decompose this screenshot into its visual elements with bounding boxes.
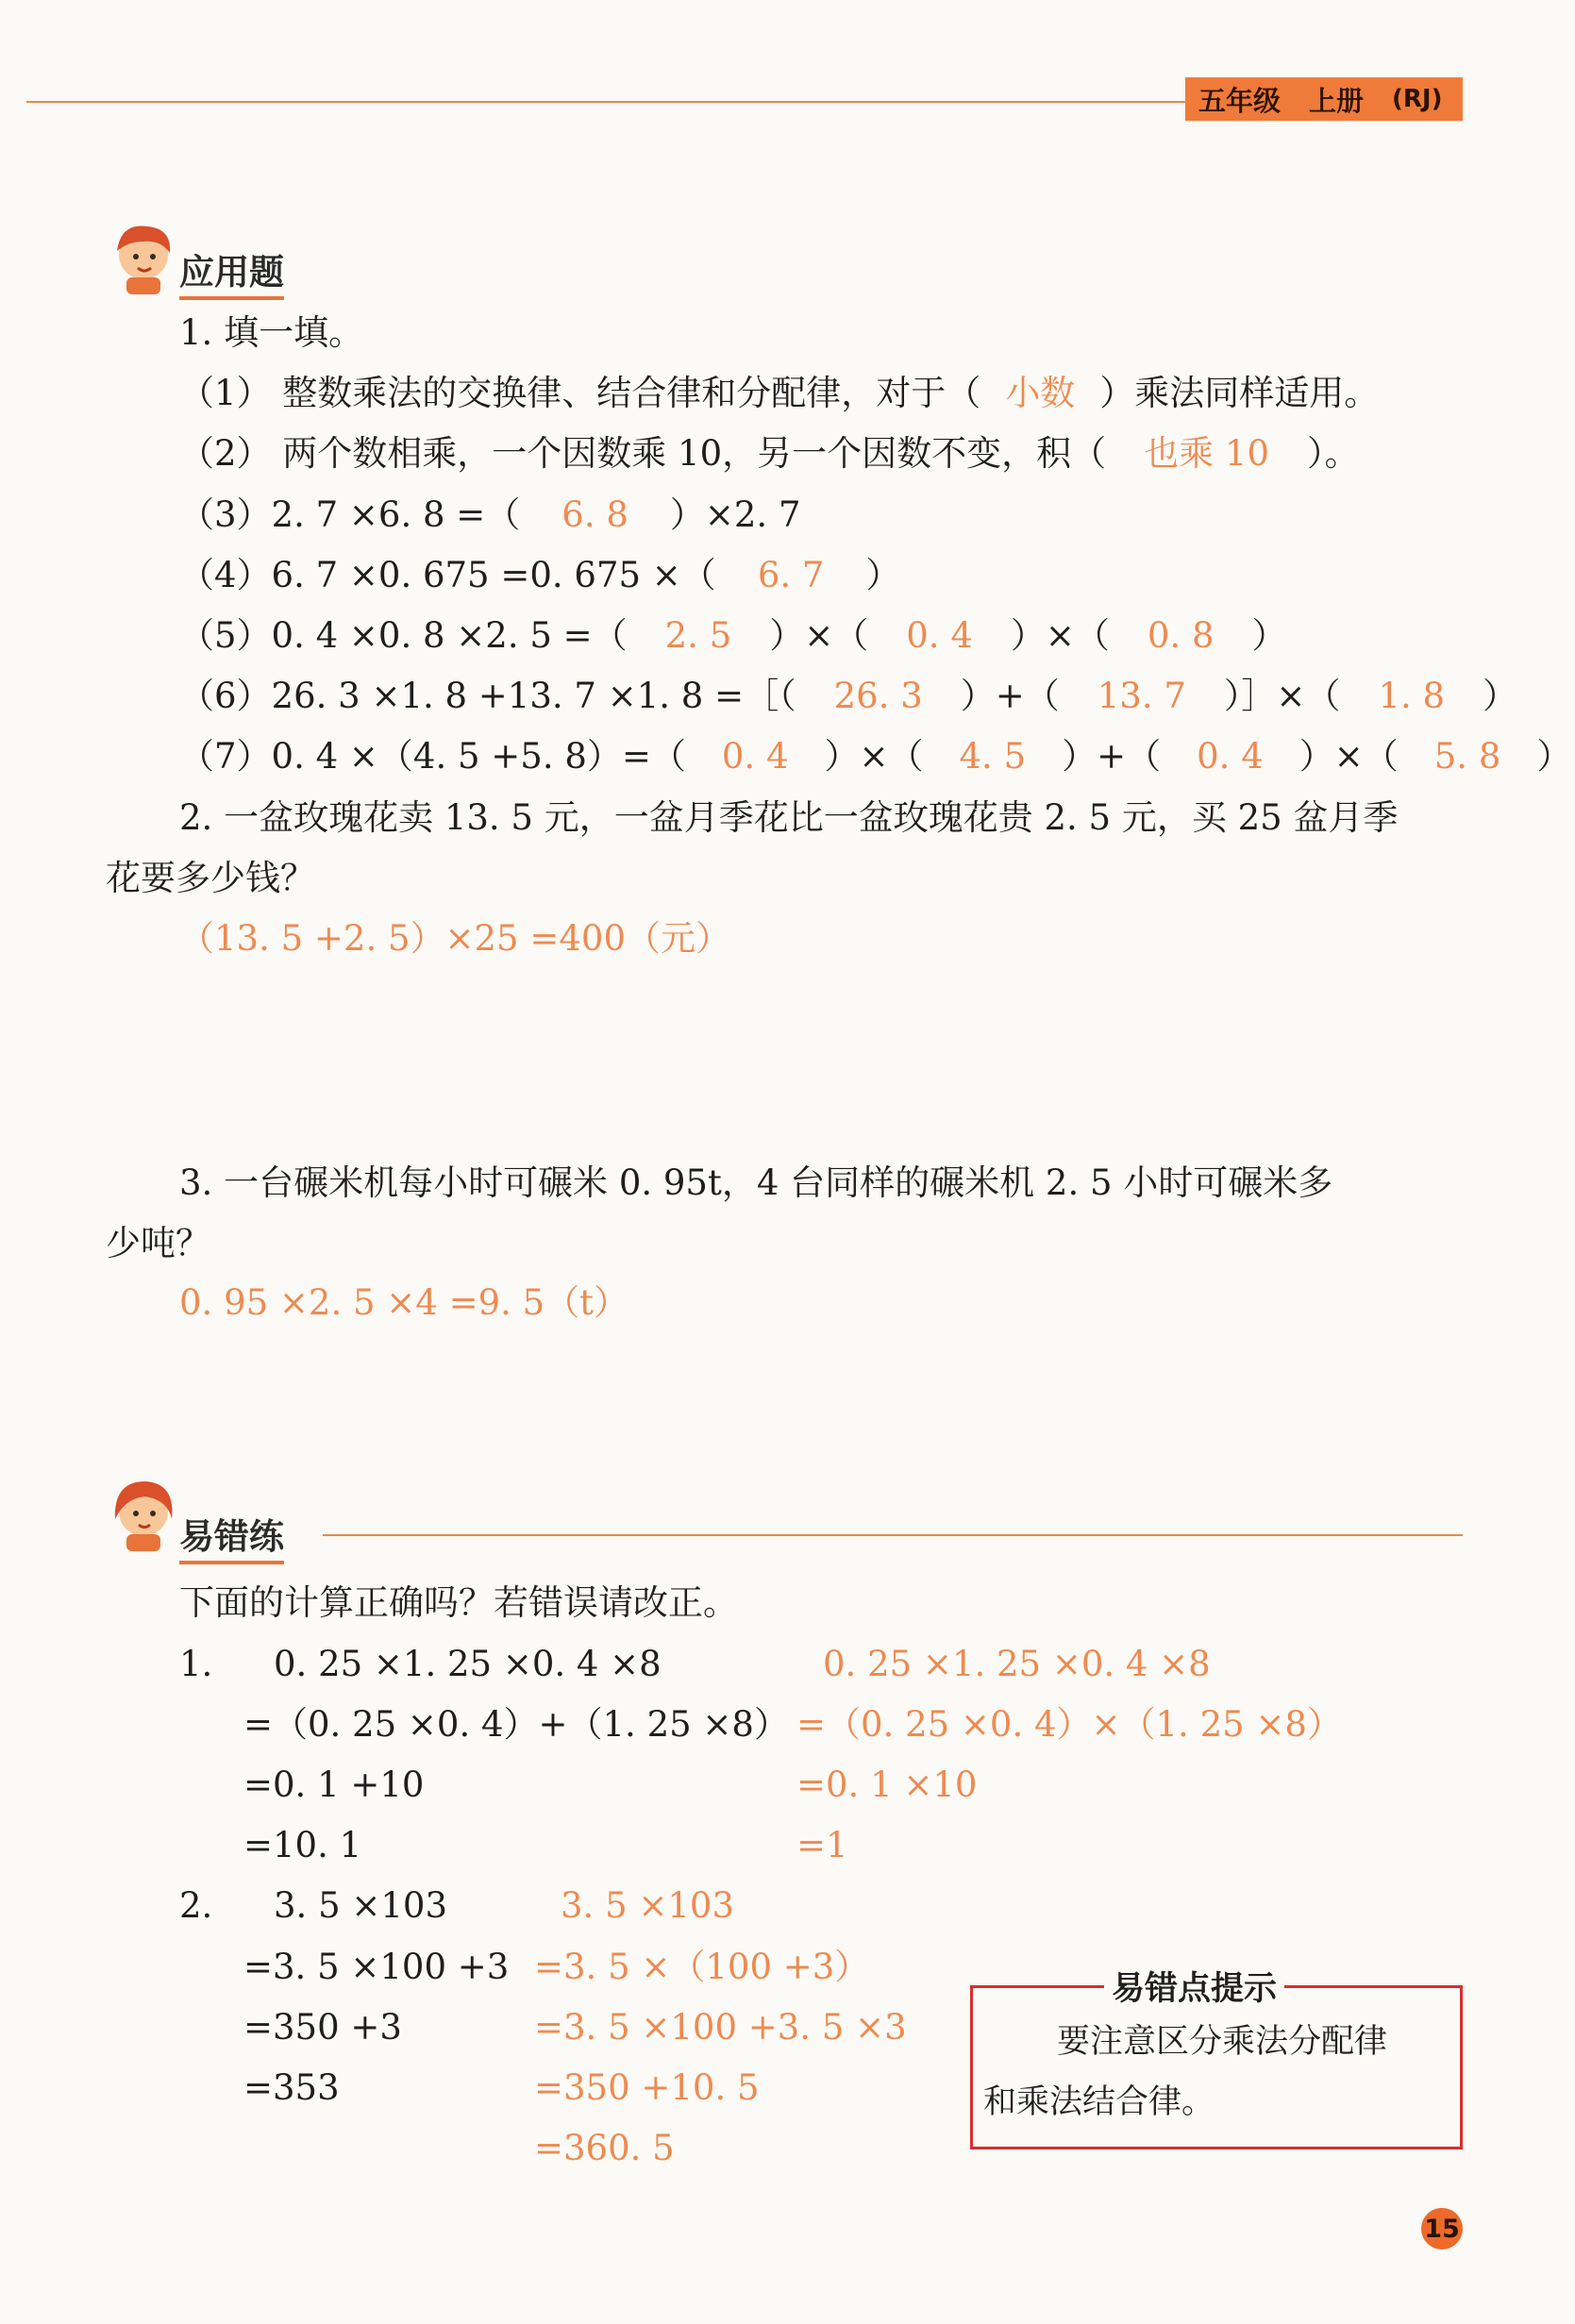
answer: 2. 5 [664,615,732,656]
problem-2-number: 2. [179,1885,213,1926]
answer: 6. 7 [757,555,825,595]
p2-orig-line: =3. 5 ×100 +3 [243,1947,510,1987]
q1-line-1: （1） 整数乘法的交换律、结合律和分配律，对于（ 小数 ）乘法同样适用。 [179,373,1380,413]
cartoon-boy-icon [102,215,183,296]
answer: 0. 4 [906,615,973,656]
q1-label: 1. 填一填。 [179,312,364,353]
q3-line-2: 少吨？ [106,1223,210,1263]
answer: 26. 3 [833,676,923,716]
p1-fix-line: =1 [796,1825,848,1865]
answer: 5. 8 [1433,736,1501,777]
header-rule [26,101,1189,103]
page-number: 15 [1421,2208,1463,2249]
answer: 也乘 10 [1144,433,1269,474]
answer: 6. 8 [561,494,628,535]
section-title-application: 应用题 [179,243,284,300]
hint-title: 易错点提示 [1104,1963,1284,2010]
q1-line-6: （6）26. 3 ×1. 8 +13. 7 ×1. 8 =［（ 26. 3 ）+（ 13. 7 ）］×（ 1. 8 ） [179,676,1518,716]
q3-answer: 0. 95 ×2. 5 ×4 =9. 5（t） [179,1282,629,1323]
p1-orig-line: 0. 25 ×1. 25 ×0. 4 ×8 [274,1644,662,1684]
cartoon-girl-icon [102,1472,183,1553]
answer: 1. 8 [1378,676,1446,716]
edition-label: (RJ) [1392,85,1443,113]
grade-badge [1185,77,1463,121]
p2-fix-line: =350 +10. 5 [534,2067,760,2108]
volume-label: 上册 [1309,84,1365,117]
p1-fix-line: 0. 25 ×1. 25 ×0. 4 ×8 [823,1644,1211,1684]
p1-fix-line: =（0. 25 ×0. 4）×（1. 25 ×8） [796,1704,1342,1745]
p1-orig-line: =0. 1 +10 [243,1764,425,1805]
answer: 0. 4 [721,736,789,777]
p1-orig-line: =10. 1 [243,1825,362,1865]
answer: 小数 [1005,373,1076,413]
error-intro: 下面的计算正确吗？若错误请改正。 [179,1582,738,1623]
grade-label: 五年级 [1198,84,1282,117]
q1-line-5: （5）0. 4 ×0. 8 ×2. 5 =（ 2. 5 ）×（ 0. 4 ）×（ 0. 8 ） [179,615,1287,656]
p2-fix-line: 3. 5 ×103 [561,1885,734,1926]
p1-fix-line: =0. 1 ×10 [796,1764,978,1805]
p2-fix-line: =3. 5 ×100 +3. 5 ×3 [534,2007,907,2048]
answer: 0. 8 [1147,615,1215,656]
q3-line-1: 3. 一台碾米机每小时可碾米 0. 95t，4 台同样的碾米机 2. 5 小时可碾米多 [179,1162,1333,1203]
p1-orig-line: =（0. 25 ×0. 4）+（1. 25 ×8） [243,1704,789,1745]
hint-box [970,1985,1463,2149]
answer: 4. 5 [959,736,1027,777]
hint-line-1: 要注意区分乘法分配律 [1057,2023,1388,2061]
q1-line-2: （2） 两个数相乘，一个因数乘 10，另一个因数不变，积（ 也乘 10 ）。 [179,433,1360,474]
p2-orig-line: =350 +3 [243,2007,402,2048]
answer: 0. 4 [1197,736,1264,777]
q2-answer: （13. 5 +2. 5）×25 =400（元） [179,918,730,959]
p2-fix-line: =360. 5 [534,2128,675,2168]
answer: 13. 7 [1097,676,1186,716]
q1-line-3: （3）2. 7 ×6. 8 =（ 6. 8 ）×2. 7 [179,494,801,535]
p2-orig-line: =353 [243,2067,340,2108]
q1-line-7: （7）0. 4 ×（4. 5 +5. 8）=（ 0. 4 ）×（ 4. 5 ）+（ 0. 4 ）×（ 5. 8 ） [179,736,1572,777]
q1-line-4: （4）6. 7 ×0. 675 =0. 675 ×（ 6. 7 ） [179,555,901,595]
section-rule [323,1534,1463,1536]
problem-1-number: 1. [179,1644,213,1684]
section-title-error-practice: 易错练 [179,1508,284,1564]
p2-orig-line: 3. 5 ×103 [274,1885,447,1926]
p2-fix-line: =3. 5 ×（100 +3） [534,1947,870,1987]
q2-line-2: 花要多少钱？ [106,858,315,898]
q2-line-1: 2. 一盆玫瑰花卖 13. 5 元，一盆月季花比一盆玫瑰花贵 2. 5 元，买 25 盆月季 [179,797,1399,838]
hint-line-2: 和乘法结合律。 [983,2083,1215,2121]
